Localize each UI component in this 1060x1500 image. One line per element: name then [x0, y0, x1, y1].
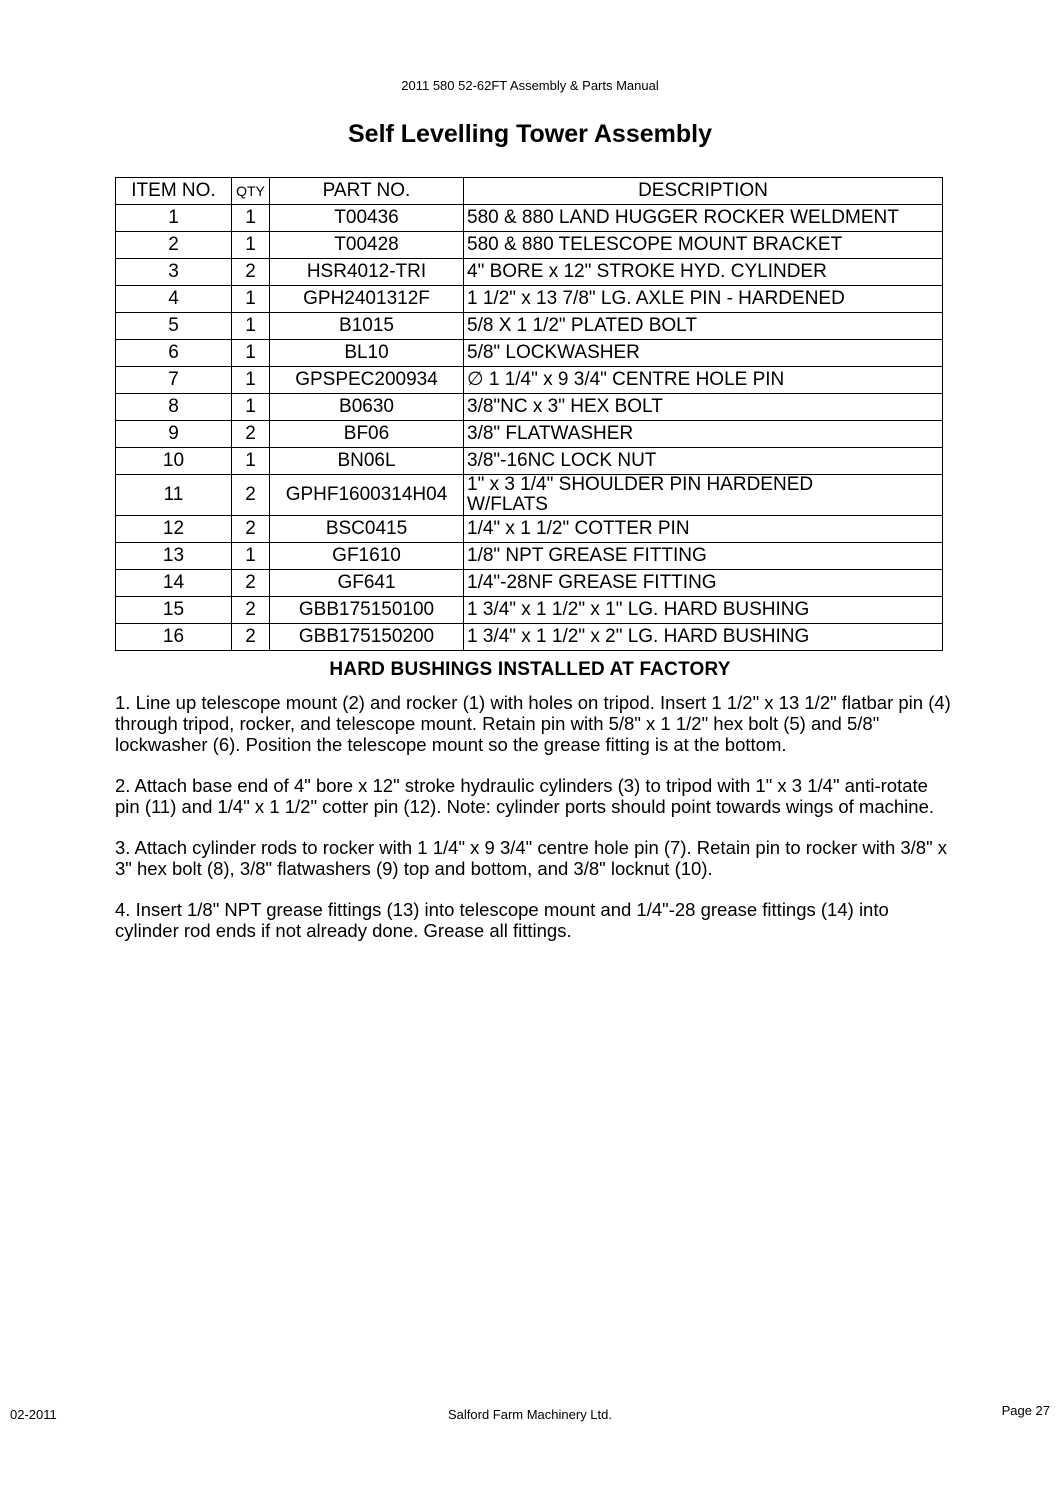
manual-header: 2011 580 52-62FT Assembly & Parts Manual: [401, 78, 659, 93]
qty: 2: [232, 624, 270, 651]
qty: 1: [232, 340, 270, 367]
description: 5/8 X 1 1/2" PLATED BOLT: [464, 313, 943, 340]
table-row: [116, 367, 943, 394]
header-item-no: ITEM NO.: [116, 178, 232, 205]
item-no: 16: [116, 624, 232, 651]
qty: 1: [232, 205, 270, 232]
diameter-symbol: ∅: [467, 369, 484, 390]
table-row: [116, 394, 943, 421]
page-number: Page 27: [1001, 1403, 1050, 1418]
table-row: [116, 232, 943, 259]
qty: 2: [232, 597, 270, 624]
description: 3/8"NC x 3" HEX BOLT: [464, 394, 943, 421]
qty: 2: [232, 421, 270, 448]
instruction-step: 2. Attach base end of 4" bore x 12" stroke hydraulic cylinders (3) to tripod with 1" x 3 1/4" anti-rotate pin (11) and 1/4" x 1 1/2" cotter pin (12). Note: cylinder ports should point towards wings of machine.: [115, 775, 934, 817]
qty: 1: [232, 313, 270, 340]
part-no: HSR4012-TRI: [270, 259, 464, 286]
qty: 2: [232, 259, 270, 286]
qty: 2: [232, 570, 270, 597]
table-row: [116, 516, 943, 543]
description: 1/4" x 1 1/2" COTTER PIN: [464, 516, 943, 543]
item-no: 12: [116, 516, 232, 543]
factory-note: HARD BUSHINGS INSTALLED AT FACTORY: [329, 659, 731, 680]
part-no: GPSPEC200934: [270, 367, 464, 394]
parts-table: [115, 177, 943, 651]
item-no: 4: [116, 286, 232, 313]
table-row: [116, 570, 943, 597]
part-no: T00436: [270, 205, 464, 232]
item-no: 7: [116, 367, 232, 394]
item-no: 9: [116, 421, 232, 448]
part-no: B0630: [270, 394, 464, 421]
qty: 1: [232, 367, 270, 394]
description: 1 1/2" x 13 7/8" LG. AXLE PIN - HARDENED: [464, 286, 943, 313]
item-no: 1: [116, 205, 232, 232]
description: 3/8" FLATWASHER: [464, 421, 943, 448]
qty: 1: [232, 543, 270, 570]
description: 1/8" NPT GREASE FITTING: [464, 543, 943, 570]
description: 1 3/4" x 1 1/2" x 2" LG. HARD BUSHING: [464, 624, 943, 651]
footer-date: 02-2011: [10, 1407, 57, 1422]
part-no: B1015: [270, 313, 464, 340]
item-no: 8: [116, 394, 232, 421]
qty: 1: [232, 394, 270, 421]
table-row: [116, 259, 943, 286]
table-row: [116, 340, 943, 367]
part-no: GF1610: [270, 543, 464, 570]
part-no: GPH2401312F: [270, 286, 464, 313]
qty: 1: [232, 286, 270, 313]
item-no: 14: [116, 570, 232, 597]
assembly-instructions: [115, 692, 955, 961]
instruction-step: 3. Attach cylinder rods to rocker with 1 1/4" x 9 3/4" centre hole pin (7). Retain pin to rocker with 3/8" x 3" hex bolt (8), 3/8" flatwashers (9) top and bottom, and 3/8" locknut (10).: [115, 837, 948, 879]
description: 4" BORE x 12" STROKE HYD. CYLINDER: [464, 259, 943, 286]
item-no: 10: [116, 448, 232, 475]
part-no: BL10: [270, 340, 464, 367]
qty: 1: [232, 448, 270, 475]
table-row: [116, 448, 943, 475]
description: 580 & 880 LAND HUGGER ROCKER WELDMENT: [464, 205, 943, 232]
item-no: 15: [116, 597, 232, 624]
description-text: 1 1/4" x 9 3/4" CENTRE HOLE PIN: [488, 369, 785, 390]
header-qty: QTY: [232, 178, 270, 205]
item-no: 11: [116, 475, 232, 516]
table-row: [116, 313, 943, 340]
header-description: DESCRIPTION: [464, 178, 943, 205]
description: [464, 367, 943, 394]
part-no: GBB175150100: [270, 597, 464, 624]
description: [464, 475, 943, 516]
item-no: 5: [116, 313, 232, 340]
instruction-step: 4. Insert 1/8" NPT grease fittings (13) into telescope mount and 1/4"-28 grease fittings (14) into cylinder rod ends if not already done. Grease all fittings.: [115, 899, 889, 941]
table-row: [116, 205, 943, 232]
description: 1/4"-28NF GREASE FITTING: [464, 570, 943, 597]
description: 3/8"-16NC LOCK NUT: [464, 448, 943, 475]
part-no: GPHF1600314H04: [270, 475, 464, 516]
part-no: T00428: [270, 232, 464, 259]
qty: 2: [232, 516, 270, 543]
part-no: BN06L: [270, 448, 464, 475]
footer-company: Salford Farm Machinery Ltd.: [447, 1407, 612, 1422]
part-no: GBB175150200: [270, 624, 464, 651]
part-no: BF06: [270, 421, 464, 448]
page-title: Self Levelling Tower Assembly: [347, 120, 712, 148]
table-header-row: [116, 178, 943, 205]
table-row: [116, 421, 943, 448]
item-no: 6: [116, 340, 232, 367]
item-no: 3: [116, 259, 232, 286]
qty: 1: [232, 232, 270, 259]
part-no: BSC0415: [270, 516, 464, 543]
table-row: [116, 624, 943, 651]
description-line-1: 1" x 3 1/4" SHOULDER PIN HARDENED: [467, 474, 814, 495]
qty: 2: [232, 475, 270, 516]
item-no: 13: [116, 543, 232, 570]
instruction-step: 1. Line up telescope mount (2) and rocker (1) with holes on tripod. Insert 1 1/2" x 13 1/2" flatbar pin (4) through tripod, rocker, and telescope mount. Retain pin with 5/8" x 1 1/2" hex bolt (5) and 5/8" lockwasher (6). Position the telescope mount so the grease fitting is at the bottom.: [115, 692, 951, 755]
description: 580 & 880 TELESCOPE MOUNT BRACKET: [464, 232, 943, 259]
table-row: [116, 475, 943, 516]
table-row: [116, 286, 943, 313]
description-line-2: W/FLATS: [467, 494, 548, 515]
header-part-no: PART NO.: [270, 178, 464, 205]
part-no: GF641: [270, 570, 464, 597]
table-row: [116, 543, 943, 570]
description: 1 3/4" x 1 1/2" x 1" LG. HARD BUSHING: [464, 597, 943, 624]
item-no: 2: [116, 232, 232, 259]
table-row: [116, 597, 943, 624]
description: 5/8" LOCKWASHER: [464, 340, 943, 367]
